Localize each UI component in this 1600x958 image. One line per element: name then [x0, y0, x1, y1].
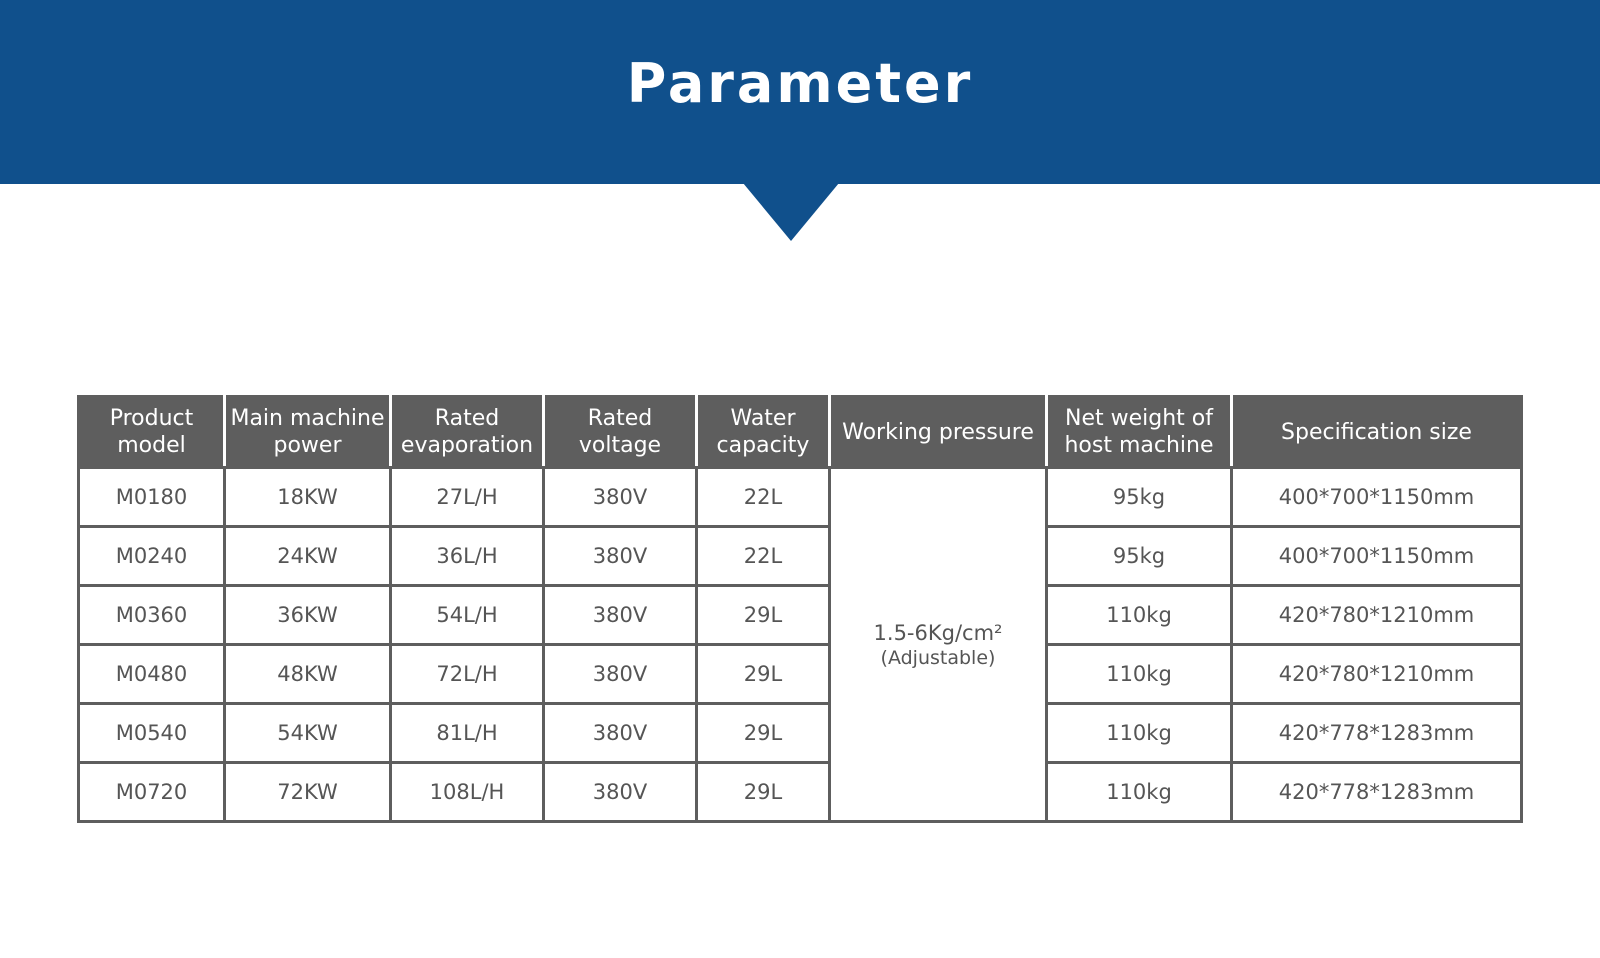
cell-water-capacity: 29L [697, 704, 830, 763]
table-row [79, 468, 1522, 527]
cell-power: 24KW [225, 527, 391, 586]
cell-specification-size: 420*780*1210mm [1232, 645, 1522, 704]
cell-power: 18KW [225, 468, 391, 527]
cell-voltage: 380V [544, 704, 697, 763]
cell-evaporation: 108L/H [391, 763, 544, 822]
cell-voltage: 380V [544, 527, 697, 586]
header-banner [0, 0, 1600, 184]
cell-model: M0240 [79, 527, 225, 586]
cell-voltage: 380V [544, 763, 697, 822]
column-header-product-model: Product model [79, 397, 225, 468]
working-pressure-value: 1.5-6Kg/cm² [873, 620, 1003, 645]
cell-net-weight: 110kg [1047, 645, 1232, 704]
cell-water-capacity: 29L [697, 763, 830, 822]
cell-evaporation: 27L/H [391, 468, 544, 527]
cell-water-capacity: 22L [697, 527, 830, 586]
table-row [79, 586, 1522, 645]
parameter-table [77, 395, 1523, 823]
column-header-net-weight: Net weight of host machine [1047, 397, 1232, 468]
cell-model: M0180 [79, 468, 225, 527]
cell-voltage: 380V [544, 586, 697, 645]
cell-evaporation: 36L/H [391, 527, 544, 586]
cell-evaporation: 54L/H [391, 586, 544, 645]
cell-net-weight: 110kg [1047, 704, 1232, 763]
table-header-row [79, 397, 1522, 468]
column-header-rated-evaporation: Rated evaporation [391, 397, 544, 468]
table-row [79, 704, 1522, 763]
cell-power: 48KW [225, 645, 391, 704]
cell-specification-size: 420*778*1283mm [1232, 763, 1522, 822]
table-row [79, 645, 1522, 704]
cell-net-weight: 110kg [1047, 586, 1232, 645]
cell-power: 72KW [225, 763, 391, 822]
cell-model: M0480 [79, 645, 225, 704]
table-row [79, 527, 1522, 586]
column-header-specification-size: Specification size [1232, 397, 1522, 468]
page-title: Parameter [626, 52, 974, 115]
cell-power: 36KW [225, 586, 391, 645]
cell-model: M0720 [79, 763, 225, 822]
cell-water-capacity: 29L [697, 645, 830, 704]
cell-evaporation: 81L/H [391, 704, 544, 763]
column-header-main-machine-power: Main machine power [225, 397, 391, 468]
cell-model: M0540 [79, 704, 225, 763]
cell-net-weight: 110kg [1047, 763, 1232, 822]
cell-specification-size: 400*700*1150mm [1232, 527, 1522, 586]
cell-evaporation: 72L/H [391, 645, 544, 704]
column-header-water-capacity: Water capacity [697, 397, 830, 468]
cell-model: M0360 [79, 586, 225, 645]
cell-specification-size: 420*778*1283mm [1232, 704, 1522, 763]
cell-working-pressure [830, 468, 1047, 822]
table-row [79, 763, 1522, 822]
cell-voltage: 380V [544, 468, 697, 527]
banner-pointer [743, 183, 839, 241]
cell-net-weight: 95kg [1047, 527, 1232, 586]
column-header-working-pressure: Working pressure [830, 397, 1047, 468]
cell-specification-size: 420*780*1210mm [1232, 586, 1522, 645]
cell-net-weight: 95kg [1047, 468, 1232, 527]
cell-specification-size: 400*700*1150mm [1232, 468, 1522, 527]
cell-power: 54KW [225, 704, 391, 763]
column-header-rated-voltage: Rated voltage [544, 397, 697, 468]
cell-water-capacity: 22L [697, 468, 830, 527]
cell-water-capacity: 29L [697, 586, 830, 645]
cell-voltage: 380V [544, 645, 697, 704]
working-pressure-note: (Adjustable) [880, 646, 996, 669]
